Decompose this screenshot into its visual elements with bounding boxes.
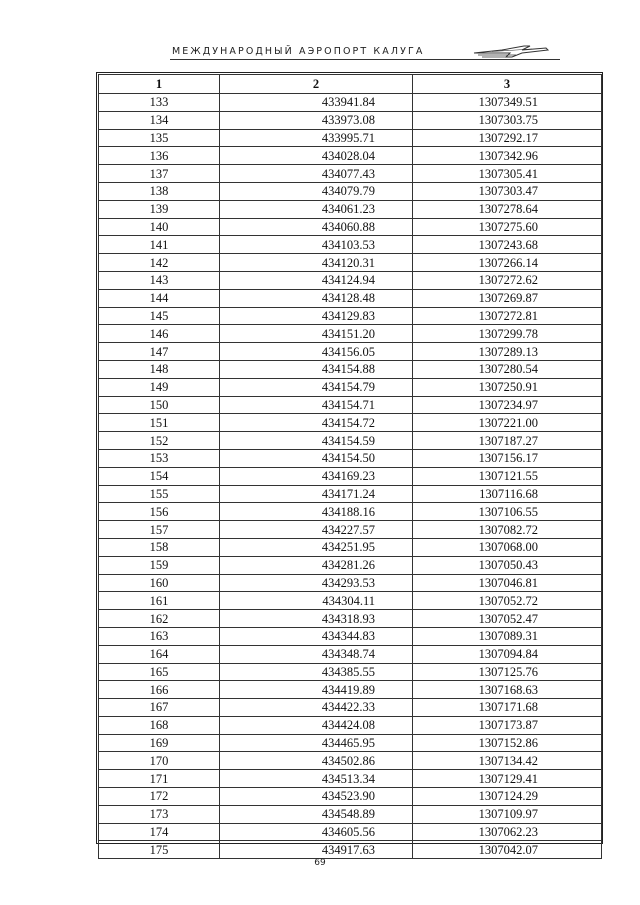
table-row: [99, 556, 602, 574]
table-row: [99, 236, 602, 254]
point-number-cell: 169: [99, 734, 220, 752]
y-coordinate-cell: 1307052.47: [413, 610, 602, 628]
x-coordinate-cell: 433941.84: [220, 94, 413, 112]
table-row: [99, 823, 602, 841]
point-number-cell: 141: [99, 236, 220, 254]
y-coordinate-cell: 1307272.81: [413, 307, 602, 325]
y-coordinate-cell: 1307050.43: [413, 556, 602, 574]
table-row: [99, 538, 602, 556]
x-coordinate-cell: 434154.88: [220, 360, 413, 378]
point-number-cell: 139: [99, 200, 220, 218]
x-coordinate-cell: 434251.95: [220, 538, 413, 556]
x-coordinate-cell: 434548.89: [220, 805, 413, 823]
table-row: [99, 129, 602, 147]
point-number-cell: 170: [99, 752, 220, 770]
point-number-cell: 148: [99, 360, 220, 378]
table-row: [99, 663, 602, 681]
header-rule: [170, 59, 560, 60]
table-row: [99, 788, 602, 806]
y-coordinate-cell: 1307134.42: [413, 752, 602, 770]
table-row: [99, 360, 602, 378]
x-coordinate-cell: 434124.94: [220, 271, 413, 289]
y-coordinate-cell: 1307266.14: [413, 254, 602, 272]
point-number-cell: 142: [99, 254, 220, 272]
y-coordinate-cell: 1307124.29: [413, 788, 602, 806]
x-coordinate-cell: 434304.11: [220, 592, 413, 610]
table-row: [99, 627, 602, 645]
y-coordinate-cell: 1307243.68: [413, 236, 602, 254]
point-number-cell: 162: [99, 610, 220, 628]
table-row: [99, 699, 602, 717]
y-coordinate-cell: 1307116.68: [413, 485, 602, 503]
x-coordinate-cell: 434156.05: [220, 343, 413, 361]
x-coordinate-cell: 434079.79: [220, 182, 413, 200]
point-number-cell: 135: [99, 129, 220, 147]
x-coordinate-cell: 434348.74: [220, 645, 413, 663]
y-coordinate-cell: 1307082.72: [413, 521, 602, 539]
y-coordinate-cell: 1307106.55: [413, 503, 602, 521]
table-row: [99, 752, 602, 770]
table-row: [99, 841, 602, 859]
point-number-cell: 156: [99, 503, 220, 521]
x-coordinate-cell: 434424.08: [220, 716, 413, 734]
x-coordinate-cell: 434281.26: [220, 556, 413, 574]
table-row: [99, 289, 602, 307]
x-coordinate-cell: 434120.31: [220, 254, 413, 272]
y-coordinate-cell: 1307275.60: [413, 218, 602, 236]
x-coordinate-cell: 434171.24: [220, 485, 413, 503]
y-coordinate-cell: 1307303.75: [413, 111, 602, 129]
point-number-cell: 157: [99, 521, 220, 539]
point-number-cell: 152: [99, 432, 220, 450]
y-coordinate-cell: 1307303.47: [413, 182, 602, 200]
point-number-cell: 138: [99, 182, 220, 200]
x-coordinate-cell: 434151.20: [220, 325, 413, 343]
y-coordinate-cell: 1307250.91: [413, 378, 602, 396]
point-number-cell: 161: [99, 592, 220, 610]
column-header: 3: [413, 75, 602, 94]
y-coordinate-cell: 1307187.27: [413, 432, 602, 450]
x-coordinate-cell: 434060.88: [220, 218, 413, 236]
y-coordinate-cell: 1307046.81: [413, 574, 602, 592]
point-number-cell: 145: [99, 307, 220, 325]
point-number-cell: 150: [99, 396, 220, 414]
table-row: [99, 449, 602, 467]
table-header-row: [99, 75, 602, 94]
document-header: [172, 44, 552, 64]
point-number-cell: 137: [99, 165, 220, 183]
point-number-cell: 159: [99, 556, 220, 574]
x-coordinate-cell: 434502.86: [220, 752, 413, 770]
point-number-cell: 166: [99, 681, 220, 699]
table-row: [99, 681, 602, 699]
x-coordinate-cell: 434917.63: [220, 841, 413, 859]
table-row: [99, 592, 602, 610]
x-coordinate-cell: 434513.34: [220, 770, 413, 788]
x-coordinate-cell: 434385.55: [220, 663, 413, 681]
y-coordinate-cell: 1307292.17: [413, 129, 602, 147]
y-coordinate-cell: 1307349.51: [413, 94, 602, 112]
y-coordinate-cell: 1307289.13: [413, 343, 602, 361]
point-number-cell: 136: [99, 147, 220, 165]
y-coordinate-cell: 1307234.97: [413, 396, 602, 414]
y-coordinate-cell: 1307152.86: [413, 734, 602, 752]
y-coordinate-cell: 1307129.41: [413, 770, 602, 788]
point-number-cell: 167: [99, 699, 220, 717]
table-row: [99, 716, 602, 734]
y-coordinate-cell: 1307221.00: [413, 414, 602, 432]
y-coordinate-cell: 1307305.41: [413, 165, 602, 183]
y-coordinate-cell: 1307089.31: [413, 627, 602, 645]
y-coordinate-cell: 1307272.62: [413, 271, 602, 289]
x-coordinate-cell: 434318.93: [220, 610, 413, 628]
y-coordinate-cell: 1307278.64: [413, 200, 602, 218]
table-row: [99, 307, 602, 325]
table-row: [99, 574, 602, 592]
x-coordinate-cell: 434154.59: [220, 432, 413, 450]
table-row: [99, 343, 602, 361]
table-row: [99, 147, 602, 165]
x-coordinate-cell: 434154.72: [220, 414, 413, 432]
x-coordinate-cell: 434154.79: [220, 378, 413, 396]
point-number-cell: 160: [99, 574, 220, 592]
x-coordinate-cell: 434227.57: [220, 521, 413, 539]
point-number-cell: 140: [99, 218, 220, 236]
point-number-cell: 174: [99, 823, 220, 841]
coordinates-table-frame: [96, 72, 603, 857]
y-coordinate-cell: 1307125.76: [413, 663, 602, 681]
y-coordinate-cell: 1307109.97: [413, 805, 602, 823]
point-number-cell: 168: [99, 716, 220, 734]
x-coordinate-cell: 434188.16: [220, 503, 413, 521]
point-number-cell: 165: [99, 663, 220, 681]
point-number-cell: 133: [99, 94, 220, 112]
point-number-cell: 143: [99, 271, 220, 289]
table-row: [99, 325, 602, 343]
y-coordinate-cell: 1307156.17: [413, 449, 602, 467]
point-number-cell: 173: [99, 805, 220, 823]
x-coordinate-cell: 434154.50: [220, 449, 413, 467]
y-coordinate-cell: 1307168.63: [413, 681, 602, 699]
table-row: [99, 805, 602, 823]
x-coordinate-cell: 434129.83: [220, 307, 413, 325]
table-row: [99, 218, 602, 236]
point-number-cell: 146: [99, 325, 220, 343]
table-row: [99, 165, 602, 183]
point-number-cell: 147: [99, 343, 220, 361]
airplane-logo-icon: [472, 44, 550, 60]
point-number-cell: 154: [99, 467, 220, 485]
table-row: [99, 503, 602, 521]
x-coordinate-cell: 434077.43: [220, 165, 413, 183]
table-row: [99, 378, 602, 396]
x-coordinate-cell: 434293.53: [220, 574, 413, 592]
table-row: [99, 521, 602, 539]
y-coordinate-cell: 1307062.23: [413, 823, 602, 841]
table-row: [99, 94, 602, 112]
x-coordinate-cell: 434128.48: [220, 289, 413, 307]
y-coordinate-cell: 1307042.07: [413, 841, 602, 859]
coordinates-table: [98, 74, 602, 859]
table-row: [99, 414, 602, 432]
point-number-cell: 151: [99, 414, 220, 432]
table-row: [99, 610, 602, 628]
page-number: 69: [314, 858, 326, 868]
point-number-cell: 164: [99, 645, 220, 663]
header-title: МЕЖДУНАРОДНЫЙ АЭРОПОРТ КАЛУГА: [172, 46, 425, 57]
table-row: [99, 396, 602, 414]
y-coordinate-cell: 1307094.84: [413, 645, 602, 663]
x-coordinate-cell: 434465.95: [220, 734, 413, 752]
column-header: 1: [99, 75, 220, 94]
y-coordinate-cell: 1307342.96: [413, 147, 602, 165]
column-header: 2: [220, 75, 413, 94]
x-coordinate-cell: 433973.08: [220, 111, 413, 129]
point-number-cell: 172: [99, 788, 220, 806]
table-row: [99, 645, 602, 663]
x-coordinate-cell: 434154.71: [220, 396, 413, 414]
x-coordinate-cell: 434028.04: [220, 147, 413, 165]
x-coordinate-cell: 434523.90: [220, 788, 413, 806]
x-coordinate-cell: 434169.23: [220, 467, 413, 485]
table-row: [99, 770, 602, 788]
point-number-cell: 175: [99, 841, 220, 859]
y-coordinate-cell: 1307068.00: [413, 538, 602, 556]
point-number-cell: 134: [99, 111, 220, 129]
table-row: [99, 734, 602, 752]
y-coordinate-cell: 1307052.72: [413, 592, 602, 610]
x-coordinate-cell: 434103.53: [220, 236, 413, 254]
point-number-cell: 155: [99, 485, 220, 503]
table-row: [99, 200, 602, 218]
table-row: [99, 432, 602, 450]
table-row: [99, 467, 602, 485]
table-row: [99, 254, 602, 272]
point-number-cell: 153: [99, 449, 220, 467]
x-coordinate-cell: 434419.89: [220, 681, 413, 699]
x-coordinate-cell: 433995.71: [220, 129, 413, 147]
table-row: [99, 485, 602, 503]
x-coordinate-cell: 434605.56: [220, 823, 413, 841]
table-body: [99, 94, 602, 859]
x-coordinate-cell: 434061.23: [220, 200, 413, 218]
point-number-cell: 171: [99, 770, 220, 788]
y-coordinate-cell: 1307173.87: [413, 716, 602, 734]
y-coordinate-cell: 1307280.54: [413, 360, 602, 378]
table-row: [99, 271, 602, 289]
y-coordinate-cell: 1307171.68: [413, 699, 602, 717]
point-number-cell: 163: [99, 627, 220, 645]
y-coordinate-cell: 1307299.78: [413, 325, 602, 343]
x-coordinate-cell: 434344.83: [220, 627, 413, 645]
x-coordinate-cell: 434422.33: [220, 699, 413, 717]
y-coordinate-cell: 1307121.55: [413, 467, 602, 485]
point-number-cell: 158: [99, 538, 220, 556]
point-number-cell: 144: [99, 289, 220, 307]
table-row: [99, 111, 602, 129]
point-number-cell: 149: [99, 378, 220, 396]
table-row: [99, 182, 602, 200]
y-coordinate-cell: 1307269.87: [413, 289, 602, 307]
